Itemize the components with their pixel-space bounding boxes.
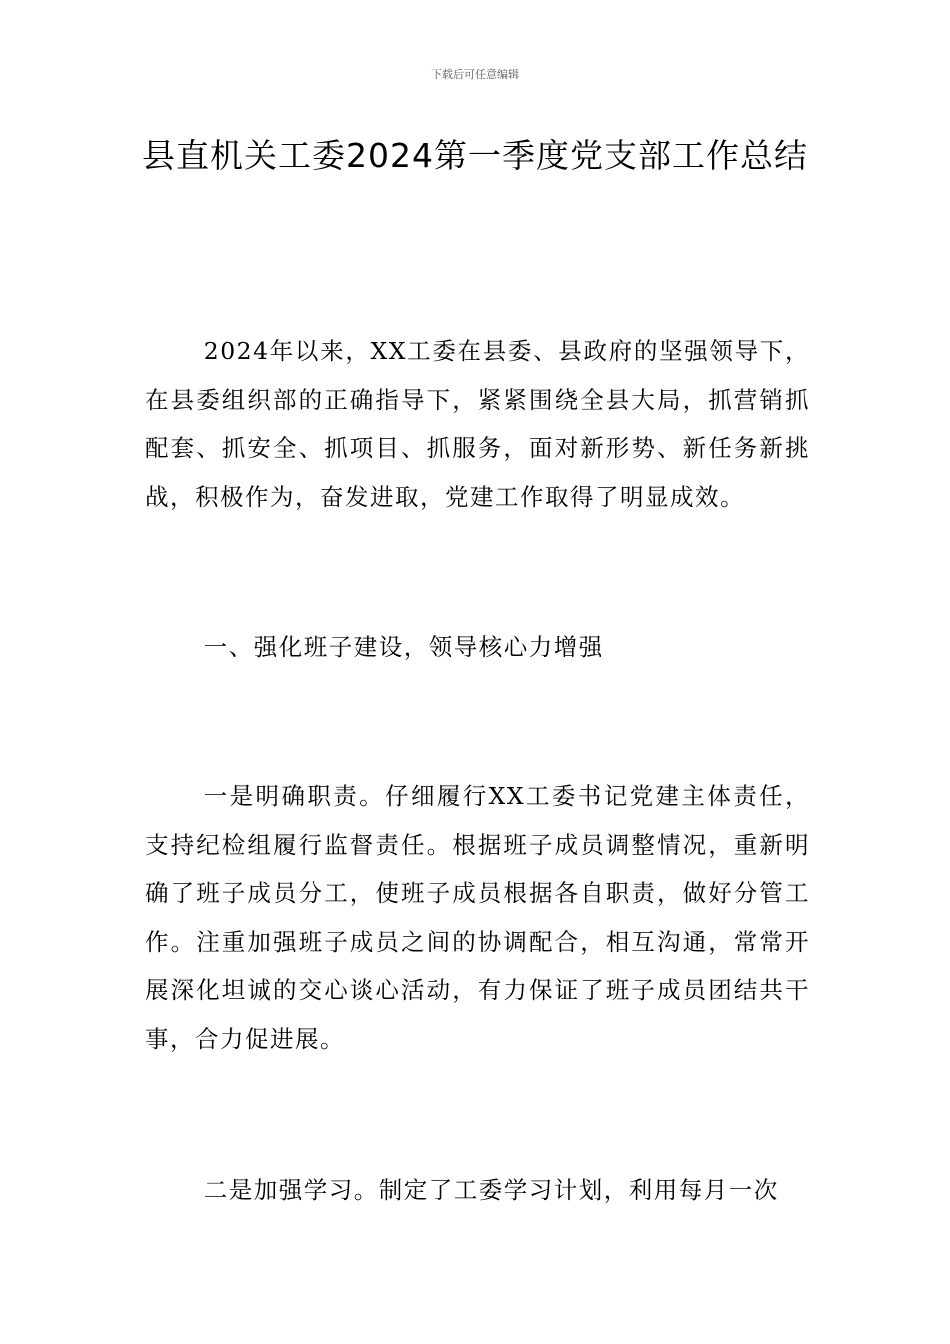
- intro-paragraph: 2024年以来，XX工委在县委、县政府的坚强领导下，在县委组织部的正确指导下，紧紧围绕全县大局，抓营销抓配套、抓安全、抓项目、抓服务，面对新形势、新任务新挑战，积极作为，奋发进取，党建工作取得了明显成效。: [145, 337, 810, 511]
- section-heading: 一、强化班子建设，领导核心力增强: [203, 633, 604, 661]
- header-note: 下载后可任意编辑: [431, 68, 519, 81]
- document-title: 县直机关工委2024第一季度党支部工作总结: [142, 136, 808, 175]
- body-paragraph: 二是加强学习。制定了工委学习计划，利用每月一次: [203, 1176, 779, 1204]
- body-paragraph: 一是明确职责。仔细履行XX工委书记党建主体责任，支持纪检组履行监督责任。根据班子成员调整情况，重新明确了班子成员分工，使班子成员根据各自职责，做好分管工作。注重加强班子成员之间的协调配合，相互沟通，常常开展深化坦诚的交心谈心活动，有力保证了班子成员团结共干事，合力促进展。: [145, 782, 810, 1053]
